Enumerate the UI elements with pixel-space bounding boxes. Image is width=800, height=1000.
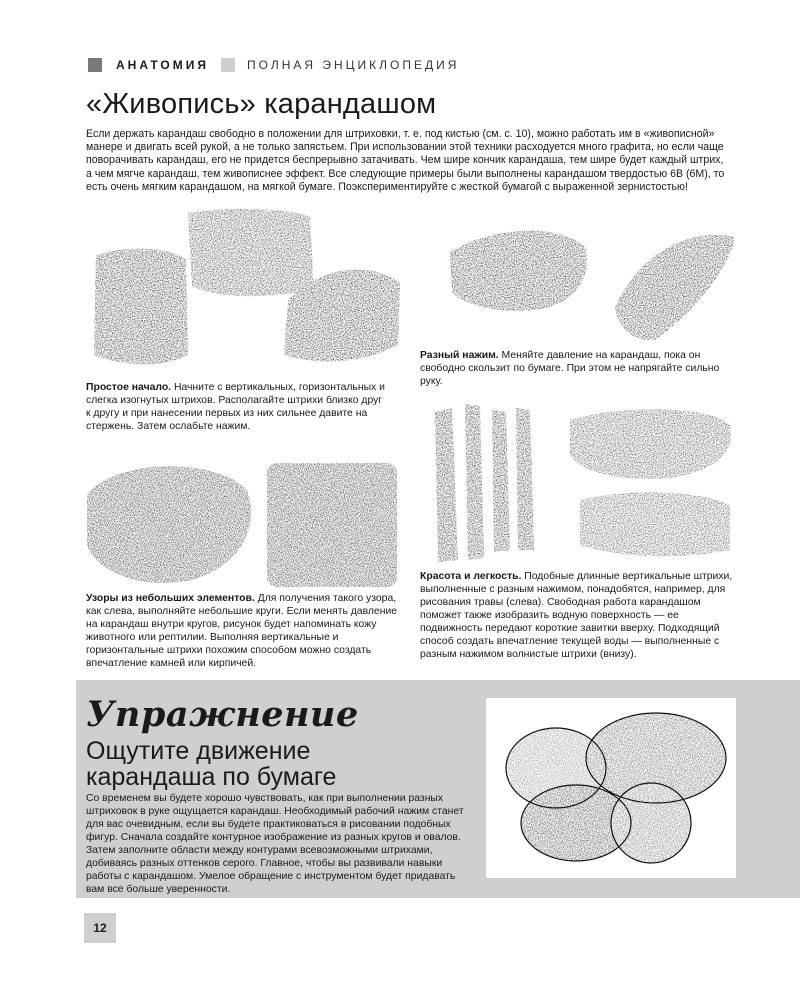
exercise-subtitle	[86, 738, 336, 790]
caption-heading: Узоры из небольших элементов.	[86, 593, 255, 604]
caption-simple-start	[86, 381, 386, 433]
exercise-label: Упражнение	[86, 694, 359, 735]
exercise-text: Со временем вы будете хорошо чувствовать, как при выполнении разных штриховок в руке ощущается карандаш. Необходимый рабочий нажим станет для вас очевидным, если вы будете практиковаться в рисовании подобных фигур. Сначала создайте контурное изображение из разных кругов и овалов. Затем заполните области между контурами всевозможными штрихами, добиваясь разных оттенков серого. Главное, чтобы вы развивали навыки работы с карандашом. Умелое обращение с инструментом будет придавать вам все больше уверенности.	[86, 793, 464, 895]
caption-heading: Разный нажим.	[420, 350, 499, 361]
grass-and-water-illustration	[430, 400, 740, 565]
header-square-icon	[88, 58, 102, 72]
header-square-icon	[221, 58, 235, 72]
caption-text: Начните с вертикальных, горизонтальных и слегка изогнутых штрихов. Располагайте штрихи близко друг к другу и при нанесении первых из них сильнее давите на стержень. Затем ослабьте нажим.	[86, 382, 385, 432]
caption-pressure	[420, 349, 725, 388]
exercise-figure	[486, 698, 736, 878]
caption-heading: Простое начало.	[86, 382, 172, 393]
caption-beauty	[420, 570, 740, 661]
header-book-title: ПОЛНАЯ ЭНЦИКЛОПЕДИЯ	[247, 58, 460, 72]
page-title: «Живопись» карандашом	[86, 88, 437, 120]
exercise-panel	[76, 680, 800, 898]
pressure-strokes-illustration	[440, 212, 740, 344]
overlapping-shapes-illustration	[486, 698, 736, 878]
patterns-illustration	[82, 455, 402, 590]
exercise-subtitle-line: Ощутите движение	[86, 737, 311, 765]
caption-text: Для получения такого узора, как слева, выполняйте небольшие круги. Если менять давление на карандаш внутри кругов, рисунок будет напоминать кожу животного или рептилии. Выполняя вертикальные и горизонтальные штрихи похожим способом можно создать впечатление камней или кирпичей.	[86, 593, 398, 669]
simple-strokes-illustration	[88, 205, 408, 375]
caption-text: Меняйте давление на карандаш, пока он свободно скользит по бумаге. При этом не напрягайте сильно руку.	[420, 350, 720, 387]
running-header	[88, 57, 459, 73]
caption-text: Подобные длинные вертикальные штрихи, выполненные с разным нажимом, понадобятся, например, для рисования травы (слева). Свободная работа карандашом поможет также изобразить водную поверхность — ее подвижность передают короткие завитки вверху. Подходящий способ создать впечатление текущей воды — выполненные с разным нажимом волнистые штрихи (внизу).	[420, 571, 733, 660]
caption-heading: Красота и легкость.	[420, 571, 522, 582]
intro-paragraph: Если держать карандаш свободно в положении для штриховки, т. е. под кистью (см. с. 10), можно работать им в «живописной» манере и двигать всей рукой, а не только запястьем. При использовании этой техники расходуется много графита, но если чаще поворачивать карандаш, его не придется беспрерывно затачивать. Чем шире кончик карандаша, тем шире будет каждый штрих, а чем мягче карандаш, тем живописнее эффект. Все следующие примеры были выполнены карандашом твердостью 6B (6M), то есть очень мягким карандашом, на мягкой бумаге. Поэкспериментируйте с жесткой бумагой с выраженной зернистостью!	[86, 128, 725, 193]
header-section: АНАТОМИЯ	[116, 58, 210, 72]
page-number: 12	[84, 913, 116, 943]
exercise-subtitle-line: карандаша по бумаге	[86, 763, 337, 791]
caption-patterns	[86, 592, 404, 670]
